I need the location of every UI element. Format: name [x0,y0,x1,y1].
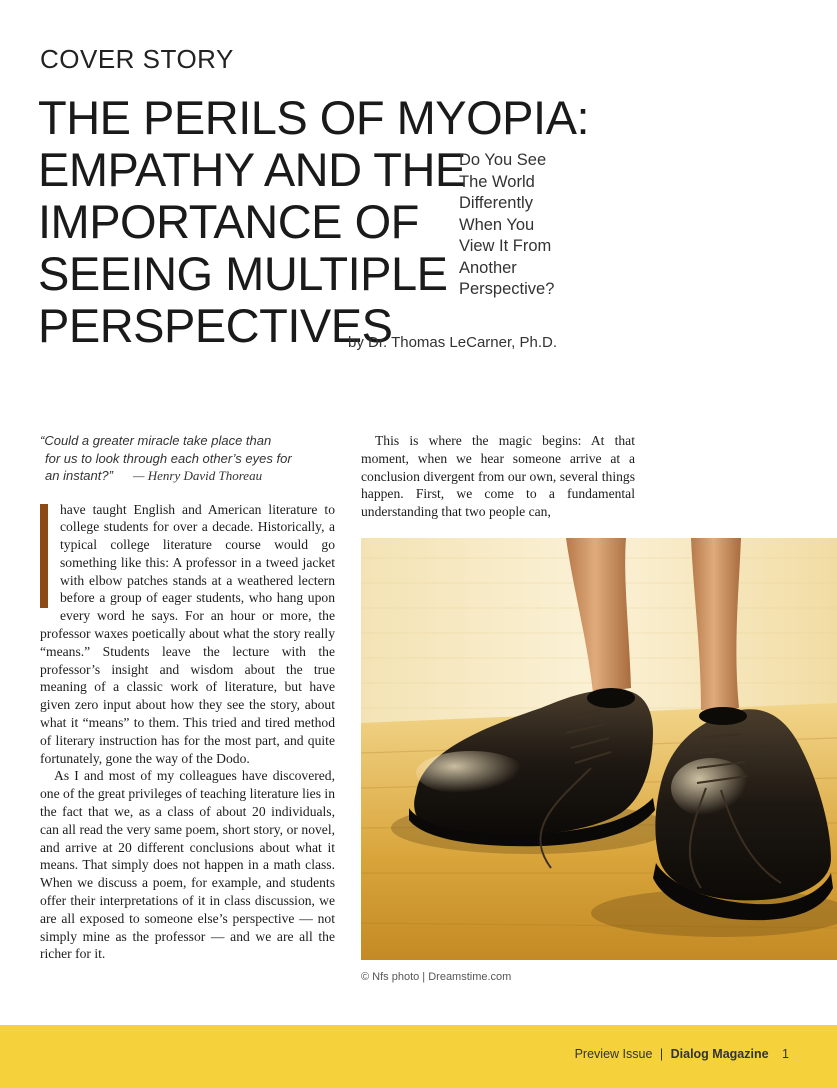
headline-line: SEEING MULTIPLE [38,247,448,300]
article-photo [361,538,837,960]
dek-line: View It From [459,237,552,255]
headline-line: EMPATHY AND THE [38,143,466,196]
dropcap-bar [40,504,48,608]
shoes-illustration [361,538,837,960]
body-text [40,501,335,964]
photo-caption: © Nfs photo | Dreamstime.com [361,971,512,983]
epigraph [40,432,335,485]
paragraph: As I and most of my colleagues have discovered, one of the great privileges of teaching literature lies in the fact that we, as a class of about 20 individuals, can all read the very same poem, short story, or novel, and arrive at 20 different conclusions about what it means. That simply does not happen in a math class. When we discuss a poem, for example, and students offer their interpretations of it in class discussion, we are all exposed to someone else’s perspective — not simply mine as the professor — and we are all the richer for it. [40,768,335,962]
epigraph-line: “Could a greater miracle take place than [40,433,272,448]
section-label: COVER STORY [40,44,234,74]
dek-line: Differently [459,194,533,212]
footer-separator: | [659,1047,664,1061]
byline: by Dr. Thomas LeCarner, Ph.D. [348,334,557,351]
dek-line: Another [459,258,517,277]
epigraph-last-line [40,467,335,485]
article-column-right [361,432,635,521]
paragraph: have taught English and American literature to college students for over a decade. Historically, a typical college literature course would go something like this: A professor in a tweed jacket with elbow patches stands at a weathered lectern before a group of eager students, who hang upon every word he says. For an hour or more, the professor waxes poetically about what the story really “means.” Students leave the lecture with the professor’s insight and wisdom about the true meaning of a classic work of literature, but have given zero input about how they see the story, about what it “means” to them. This tried and tired method of literary instruction has for the most part, and quite fortunately, gone the way of the Dodo. [40,501,335,766]
dek-line: When You [459,215,535,234]
epigraph-line: for us to look through each other’s eyes for [45,450,292,466]
article-column-left [40,432,335,963]
dek-line: Perspective? [459,280,555,298]
dek-line: Do You See [459,151,547,169]
epigraph-attribution: — Henry David Thoreau [132,468,263,483]
issue-label: Preview Issue [574,1047,653,1061]
headline-line: PERSPECTIVES [38,299,393,352]
page-footer [0,1025,837,1088]
footer-text [575,1047,789,1061]
headline-line: IMPORTANCE OF [38,195,419,248]
headline-line: THE PERILS OF MYOPIA: [38,91,589,144]
paragraph: This is where the magic begins: At that moment, when we hear someone arrive at a conclusion divergent from our own, several things happen. First, we come to a fundamental understanding that two people can, [361,433,635,520]
magazine-name: Dialog Magazine [670,1047,769,1061]
dek-line: The World [459,172,535,191]
dek [459,150,579,301]
epigraph-line-text: an instant?” [45,468,113,483]
page-number: 1 [782,1047,789,1061]
